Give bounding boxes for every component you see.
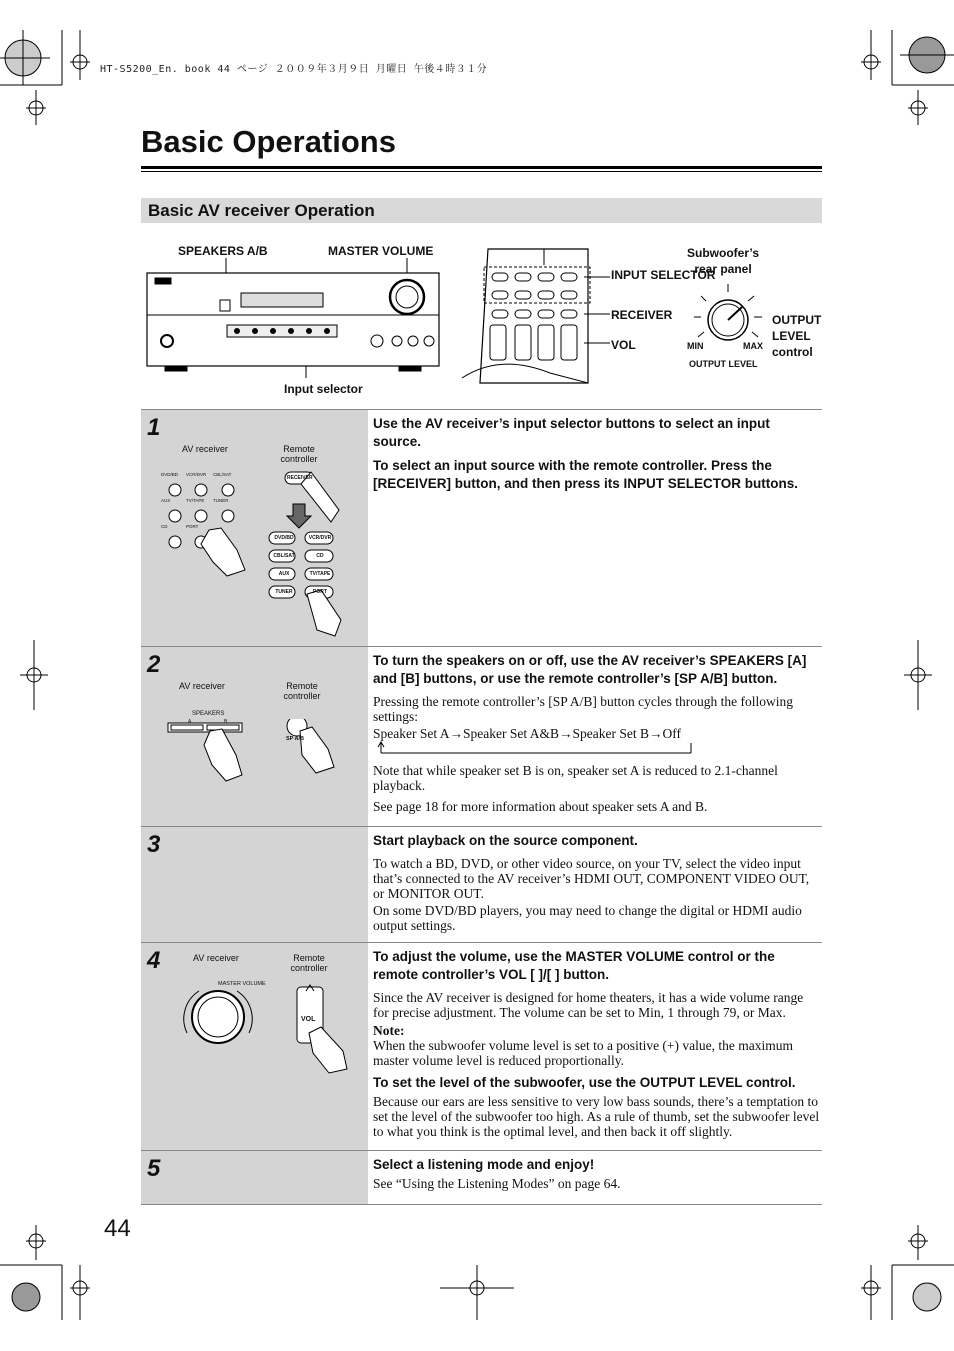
step-2-reference: See page 18 for more information about speaker sets A and B.: [373, 799, 708, 814]
step-3: [141, 826, 822, 943]
receiver-button-label: TUNER: [213, 498, 229, 503]
step-number: 1: [147, 414, 161, 441]
knob-caption: OUTPUT LEVEL: [689, 359, 758, 369]
remote-input-button-label: VCR/DVR: [308, 535, 332, 541]
master-volume-knob-label: MASTER VOLUME: [218, 981, 266, 987]
step-3-text-2: On some DVD/BD players, you may need to change the digital or HDMI audio output settings.: [373, 903, 802, 933]
volume-controls-illustration: [179, 983, 369, 1093]
remote-input-button-label: DVD/BD: [274, 535, 294, 541]
step-4: [141, 942, 822, 1151]
step-3-figure-panel: [141, 827, 368, 943]
note-label: Note:: [373, 1023, 405, 1038]
remote-input-button-label: TUNER: [275, 589, 293, 595]
receiver-button-label: CBL/SAT: [213, 472, 232, 477]
step-4-subwoofer-heading: To set the level of the subwoofer, use the OUTPUT LEVEL control.: [373, 1075, 796, 1090]
title-rule: [141, 166, 822, 169]
av-receiver-label: AV receiver: [182, 444, 228, 454]
remote-input-button-label: CBL/SAT: [273, 553, 295, 559]
step-2-figure-panel: [141, 647, 368, 827]
step-1: [141, 409, 822, 647]
speaker-b-label: B: [224, 719, 228, 725]
subwoofer-rear-label: Subwoofer’s rear panel: [686, 246, 759, 276]
step-4-figure-panel: [141, 943, 368, 1151]
section-title: Basic AV receiver Operation: [148, 201, 375, 220]
remote-controller-illustration: [460, 243, 610, 388]
input-selector-label: Input selector: [284, 382, 363, 396]
remote-vol-label: VOL: [611, 338, 636, 352]
step-4-subwoofer-text: Because our ears are less sensitive to very low bass sounds, there’s a temptation to set the level of the subwoofer too high. As a rule of thumb, set the subwoofer level to what you think is the optimal level, and then back it off slightly.: [373, 1094, 820, 1139]
receiver-button-label: AUX: [161, 498, 171, 503]
section-header: [141, 198, 822, 223]
step-1-figure-panel: [141, 410, 368, 647]
step-2-text: Pressing the remote controller’s [SP A/B] button cycles through the following settings:: [373, 694, 793, 724]
step-3-text: To watch a BD, DVD, or other video source, on your TV, select the video input that’s connected to the AV receiver’s HDMI OUT, COMPONENT VIDEO OUT, or MONITOR OUT.: [373, 856, 810, 901]
step-number: 4: [147, 947, 161, 974]
av-receiver-front-illustration: [145, 255, 445, 380]
cycle-return-arrow: [373, 741, 703, 755]
speaker-cycle-text: Speaker Set A→Speaker Set A&B→Speaker Set B→Off: [373, 726, 681, 741]
knob-max-label: MAX: [743, 341, 763, 351]
remote-input-button-label: TV/TAPE: [309, 571, 331, 577]
remote-input-button-label: CD: [316, 553, 324, 559]
receiver-remote-button-label: RECEIVER: [287, 475, 313, 481]
step-5-text: See “Using the Listening Modes” on page 64.: [373, 1176, 621, 1191]
receiver-button-label: TV/TAPE: [186, 498, 205, 503]
sp-ab-button-label: SP A/B: [286, 736, 305, 742]
output-level-control-label: OUTPUT LEVEL control: [772, 313, 822, 359]
remote-input-button-label: AUX: [278, 571, 290, 577]
remote-receiver-label: RECEIVER: [611, 308, 673, 322]
receiver-button-label: VCR/DVR: [186, 472, 207, 477]
step-5-figure-panel: [141, 1151, 368, 1204]
file-header-line: HT-S5200_En. book 44 ページ ２００９年３月９日 月曜日 午後４時３１分: [100, 64, 488, 75]
step-4-text: Since the AV receiver is designed for home theaters, it has a wide volume range for precise adjustment. The volume can be set to Min, 1 through 79, or Max.: [373, 990, 804, 1020]
receiver-button-label: DVD/BD: [161, 472, 179, 477]
step-3-heading: Start playback on the source component.: [373, 833, 638, 848]
step-4-note: When the subwoofer volume level is set to a positive (+) value, the maximum master volume level is reduced proportionally.: [373, 1038, 794, 1068]
remote-controller-label: Remote controller: [290, 953, 328, 973]
receiver-button-label: CD: [161, 524, 168, 529]
speaker-buttons-illustration: [166, 719, 366, 789]
step-5: [141, 1150, 822, 1205]
step-4-heading: To adjust the volume, use the MASTER VOLUME control or the remote controller’s VOL [ ]/[ ] button.: [373, 949, 775, 982]
remote-input-selector-label: INPUT SELECTOR: [611, 268, 716, 282]
remote-controller-label: Remote controller: [283, 681, 321, 701]
step-1-heading: Use the AV receiver’s input selector buttons to select an input source.: [373, 416, 770, 449]
speakers-label: SPEAKERS: [192, 711, 225, 717]
receiver-input-buttons: [161, 470, 271, 580]
title-rule-thin: [141, 171, 822, 172]
receiver-button-label: PORT: [186, 524, 199, 529]
master-volume-label: MASTER VOLUME: [328, 244, 434, 258]
page-title: Basic Operations: [141, 124, 396, 159]
vol-button-label: VOL: [301, 1016, 316, 1023]
page-number: 44: [104, 1215, 131, 1242]
av-receiver-label: AV receiver: [179, 681, 225, 691]
speakers-ab-label: SPEAKERS A/B: [178, 244, 268, 258]
step-number: 3: [147, 831, 161, 858]
step-5-heading: Select a listening mode and enjoy!: [373, 1157, 595, 1172]
step-2: [141, 646, 822, 827]
knob-min-label: MIN: [687, 341, 704, 351]
step-number: 5: [147, 1155, 161, 1182]
remote-controller-label: Remote controller: [280, 444, 318, 464]
av-receiver-label: AV receiver: [193, 953, 239, 963]
step-2-note: Note that while speaker set B is on, speaker set A is reduced to 2.1-channel playback.: [373, 763, 778, 793]
step-2-heading: To turn the speakers on or off, use the AV receiver’s SPEAKERS [A] and [B] buttons, or use the remote controller’s [SP A/B] button.: [373, 653, 807, 686]
remote-input-button-label: PORT: [313, 589, 327, 595]
speaker-a-label: A: [188, 719, 192, 725]
step-number: 2: [147, 651, 161, 678]
step-1-remote-heading: To select an input source with the remote controller. Press the [RECEIVER] button, and then press its INPUT SELECTOR buttons.: [373, 458, 799, 491]
